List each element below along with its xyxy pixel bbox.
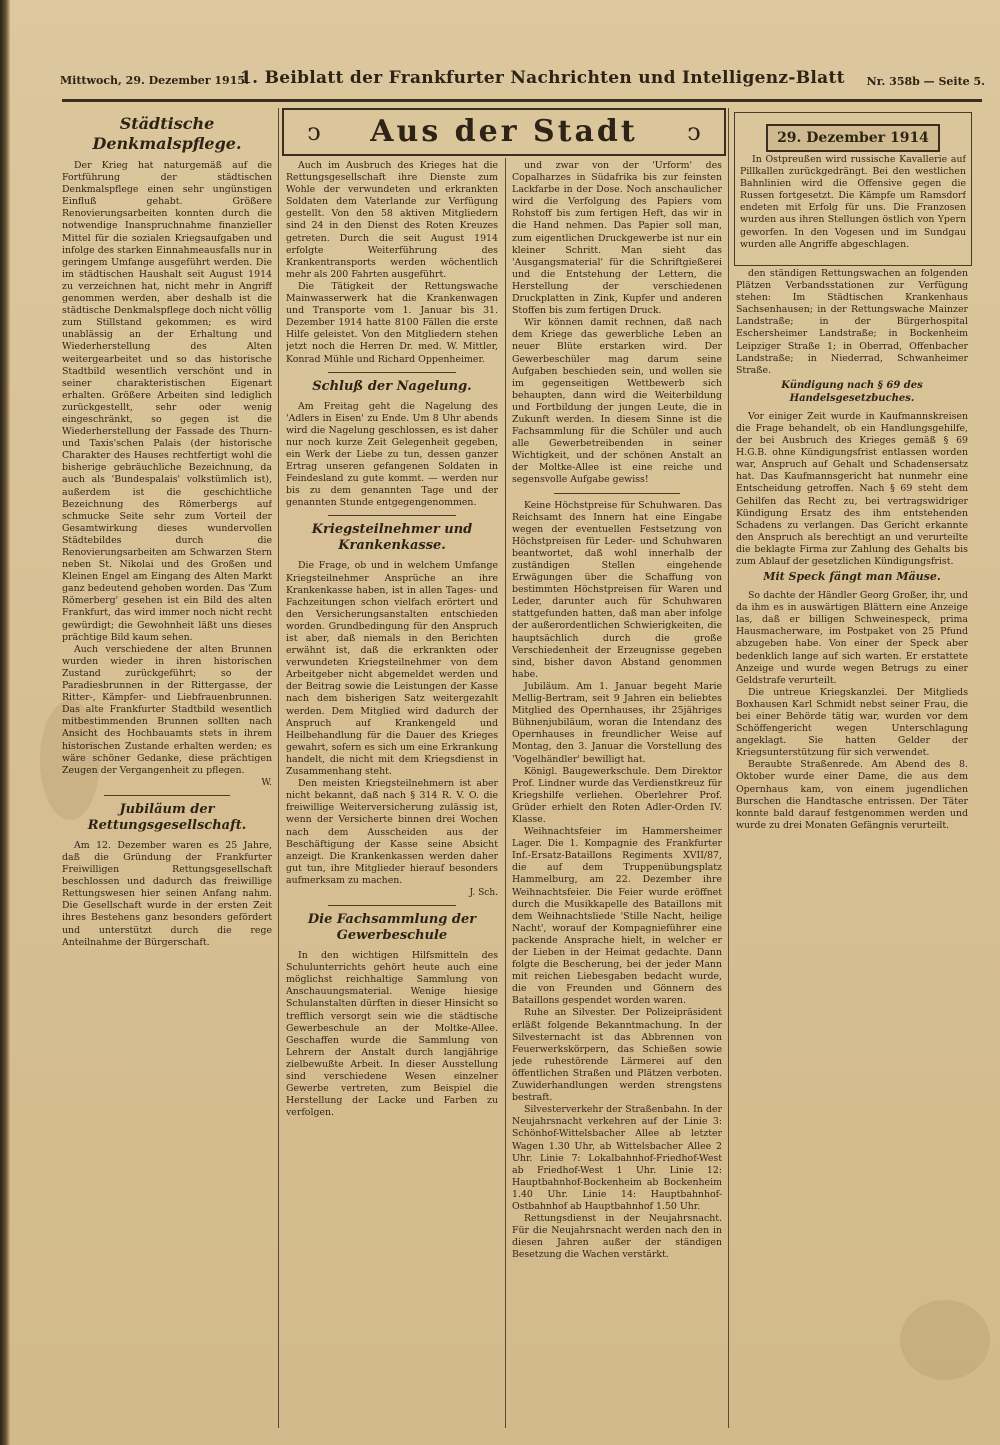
article-heading: Kündigung nach § 69 des Handelsgesetzbuches. bbox=[781, 379, 923, 404]
column-rule bbox=[278, 108, 279, 1428]
article-text: Die Frage, ob und in welchem Umfange Kriegsteilnehmer Ansprüche an ihre Krankenkasse haben, ist in allen Tages- und Fachzeitungen schon vielfach erörtert und den Versicherungsanstalten entschieden worden. Grundbedingung für den Anspruch ist aber, daß niemals in den Berichten erwähnt ist, daß die erkrankten oder verwundeten Kriegsteilnehmer von dem Arbeitgeber nicht abgemeldet werden und der Beitrag sowie die Leistungen der Kasse nach dem bisherigen Satz weitergezahlt werden. Dem Mitglied wird dadurch der Anspruch auf Krankengeld und Heilbehandlung für die Dauer des Krieges gewahrt, sofern es sich um eine Erkrankung handelt, die nicht mit dem Kriegsdienst in Zusammenhang steht. bbox=[286, 560, 498, 778]
article-text: Beraubte Straßenrede. Am Abend des 8. Oktober wurde einer Dame, die aus dem Opernhaus kam, von einem jugendlichen Burschen die Handtasche entrissen. Der Täter konnte bald darauf festgenommen werden und wurde zu drei Monaten Gefängnis verurteilt. bbox=[736, 759, 968, 831]
article-text: und zwar von der 'Urform' des Copalharzes in Südafrika bis zur feinsten Lackfarbe in der Dose. Noch anschaulicher wird die Verfolgung des Papiers vom Rohstoff bis zum fertigen Heft, das wir in die Hand nehmen. Das Papier soll man, zum eigentlichen Druckgewerbe ist nur ein kleiner Schritt. Man sieht das 'Ausgangsmaterial' für die Schriftgießerei und die Entstehung der Lettern, die Herstellung der verschiedenen Druckplatten in Zink, Kupfer und anderen Stoffen bis zum fertigen Druck. bbox=[512, 160, 722, 317]
news-item: Silvesterverkehr der Straßenbahn. In der Neujahrsnacht verkehren auf der Linie 3: Schönhof-Wittelsbacher Allee ab letzter Wagen 1.30 Uhr, ab Wittelsbacher Allee 2 Uhr. Linie 7: Lokalbahnhof-Friedhof-West ab Friedhof-West 1 Uhr. Linie 12: Hauptbahnhof-Bockenheim ab Bockenheim 1.40 Uhr. Linie 14: Hauptbahnhof-Ostbahnhof ab Hauptbahnhof 1.50 Uhr. bbox=[512, 1104, 722, 1212]
article-heading: Schluß der Nagelung. bbox=[312, 378, 472, 394]
article-text: In den wichtigen Hilfsmitteln des Schulunterrichts gehört heute auch eine möglichst reichhaltige Sammlung von Anschauungsmaterial. Wenige hiesige Schulanstalten dürften in dieser Hinsicht so trefflich versorgt sein wie die städtische Gewerbeschule an der Moltke-Allee. Geschaffen wurde die Sammlung von Lehrern der Anstalt durch langjährige zielbewußte Arbeit. In dieser Ausstellung sind verschiedene Wesen einzelner Gewerbe vertreten, zum Beispiel die Herstellung der Lacke und Farben zu verfolgen. bbox=[286, 950, 498, 1119]
section-title: Aus der Stadt bbox=[370, 114, 638, 149]
news-item: Jubiläum. Am 1. Januar begeht Marie Mellig-Bertram, seit 9 Jahren ein beliebtes Mitglied des Opernhauses, ihr 25jähriges Bühnenjubiläum, woran die Intendanz des Opernhauses in freundlicher Weise auf Montag, den 3. Januar die Vorstellung des 'Vogelhändler' bewilligt hat. bbox=[512, 680, 722, 765]
column-1 bbox=[62, 112, 272, 1428]
article-heading: Städtische Denkmalspflege. bbox=[92, 114, 242, 153]
column-3 bbox=[512, 160, 722, 1428]
date-box bbox=[766, 124, 940, 152]
article-text: Den meisten Kriegsteilnehmern ist aber nicht bekannt, daß nach § 314 R. V. O. die freiwillige Weiterversicherung zulässig ist, wenn der Versicherte binnen drei Wochen nach dem Ausscheiden aus der Beschäftigung der Kasse seine Absicht anzeigt. Die Krankenkassen werden daher gut tun, ihre Mitglieder hierauf besonders aufmerksam zu machen. bbox=[286, 778, 498, 886]
news-item: Ruhe an Silvester. Der Polizeipräsident erläßt folgende Bekanntmachung. In der Silvesternacht ist das Abbrennen von Feuerwerkskörpern, das Schießen sowie jede ruhestörende Lärmerei auf den öffentlichen Straßen und Plätzen verboten. Zuwiderhandlungen werden strengstens bestraft. bbox=[512, 1007, 722, 1104]
article-text: Wir können damit rechnen, daß nach dem Kriege das gewerbliche Leben an neuer Blüte erstarken wird. Der Gewerbeschüler mag darum seine Aufgaben beschieden sein, und wollen sie im gegenseitigen Wettbewerb sich behaupten, dann wird die Weiterbildung und Fortbildung der jungen Leute, die in Zukunft werden. In diesem Sinne ist die Fachsammlung für die Schüler und auch alle Gewerbetreibenden in seiner Wichtigkeit, und der schönen Anstalt an der Moltke-Allee ist eine reiche und segensvolle Aufgabe gewiss! bbox=[512, 317, 722, 486]
column-2 bbox=[286, 160, 498, 1428]
divider bbox=[328, 905, 455, 906]
article-text: Auch verschiedene der alten Brunnen wurden wieder in ihren historischen Zustand zurückgeführt; so der Paradiesbrunnen in der Rittergasse, der Ritter-, Kämpfer- und Liebfrauenbrunnen. Das alte Frankfurter Stadtbild wesentlich mitbestimmenden Brunnen sollten nach Ansicht des Hochbauamts stets in ihrem historischen Zustande erhalten werden; es wäre schöner Gedanke, diese prächtigen Zeugen der Vergangenheit zu pflegen. bbox=[62, 643, 272, 776]
divider bbox=[554, 493, 680, 494]
column-4 bbox=[736, 268, 968, 1428]
page-number: Nr. 358b — Seite 5. bbox=[866, 75, 985, 88]
war-report-text: In Ostpreußen wird russische Kavallerie auf Pillkallen zurückgedrängt. Bei den westlichen Bahnlinien wird die Offensive gegen die Russen fortgesetzt. Die Kämpfe um Ramsdorf endeten mit Erfolg für uns. Die Franzosen wurden aus ihren Stellungen östlich von Ypern geworfen. In den Vogesen und im Sundgau wurden alle Angriffe abgeschlagen. bbox=[740, 154, 966, 250]
news-item: Weihnachtsfeier im Hammersheimer Lager. Die 1. Kompagnie des Frankfurter Inf.-Ersatz-Bataillons Regiments XVII/87, die auf dem Truppenübungsplatz Hammelburg, am 22. Dezember ihre Weihnachtsfeier. Die Feier wurde eröffnet durch die Musikkapelle des Bataillons mit dem Weihnachtsliede 'Stille Nacht, heilige Nacht', worauf der Kompagnieführer eine packende Ansprache hielt, in welcher er der Lieben in der Heimat gedachte. Dann folgte die Bescherung, bei der jeder Mann mit reichen Liebesgaben bedacht wurde, die von Freunden und Gönnern des Bataillons gespendet worden waren. bbox=[512, 826, 722, 1007]
article-heading: Jubiläum der Rettungsgesellschaft. bbox=[87, 801, 247, 833]
news-box-text bbox=[740, 154, 966, 260]
article-signature: J. Sch. bbox=[469, 887, 498, 898]
page-header bbox=[60, 68, 985, 96]
header-rule bbox=[62, 99, 982, 102]
article-text: So dachte der Händler Georg Großer, ihr, und da ihm es in auswärtigen Blättern eine Anzeige las, daß er billigen Schweinespeck, prima Hausmacherware, im Postpaket von 25 Pfund abzugeben habe. Von einer der Speck aber bedenklich lange auf sich warten. Er erstattete Anzeige und wurde wegen Betrugs zu einer Geldstrafe verurteilt. bbox=[736, 590, 968, 686]
article-text: Die untreue Kriegskanzlei. Der Mitglieds Boxhausen Karl Schmidt nebst seiner Frau, die bei einer Behörde tätig war, wurden vor dem Schöffengericht wegen Unterschlagung angeklagt. Sie hatten Gelder der Kriegsunterstützung für sich verwendet. bbox=[736, 686, 968, 759]
article-text: den ständigen Rettungswachen an folgenden Plätzen Verbandsstationen zur Verfügung stehen: Im Städtischen Krankenhaus Sachsenhausen; in der Rettungswache Mainzer Landstraße; in der Bürgerhospital Eschersheimer Landstraße; in Bockenheim Leipziger Straße 1; in Oberrad, Offenbacher Landstraße; in Niederrad, Schwanheimer Straße. bbox=[736, 268, 968, 376]
ornament-right-icon: ↄ bbox=[687, 118, 701, 146]
article-text: Am Freitag geht die Nagelung des 'Adlers in Eisen' zu Ende. Um 8 Uhr abends wird die Nagelung geschlossen, es ist daher nur noch kurze Zeit Gelegenheit gegeben, ein Werk der Liebe zu tun, dessen ganzer Ertrag unseren gefangenen Soldaten in Feindesland zu gute kommt. — werden nur bis zu dem genannten Tage und der genannten Stunde entgegengenommen. bbox=[286, 400, 498, 509]
page-edge bbox=[0, 0, 10, 1445]
article-text: Vor einiger Zeit wurde in Kaufmannskreisen die Frage behandelt, ob ein Handlungsgehilfe, der bei Ausbruch des Krieges gemäß § 69 H.G.B. ohne Kündigungsfrist entlassen worden war, Anspruch auf Gehalt und Schadensersatz hat. Das Kaufmannsgericht hat nunmehr eine Entscheidung getroffen. Nach § 69 steht dem Gehilfen das Recht zu, bei vertragswidriger Kündigung Ersatz des ihm entstehenden Schadens zu verlangen. Das Gericht erkannte den Anspruch als berechtigt an und verurteilte die beklagte Firma zur Zahlung des Gehalts bis zum Ablauf der gesetzlichen Kündigungsfrist. bbox=[736, 410, 968, 567]
article-text: Auch im Ausbruch des Krieges hat die Rettungsgesellschaft ihre Dienste zum Wohle der verwundeten und erkrankten Soldaten dem Vaterlande zur Verfügung gestellt. Von den 58 aktiven Mitgliedern sind 24 in den Dienst des Roten Kreuzes getreten. Durch die seit August 1914 erfolgte Weiterführung des Krankentransports werden wöchentlich mehr als 200 Fahrten ausgeführt. bbox=[286, 160, 498, 280]
article-heading: Kriegsteilnehmer und Krankenkasse. bbox=[311, 522, 473, 554]
article-heading: Mit Speck fängt man Mäuse. bbox=[763, 570, 941, 584]
article-heading: Die Fachsammlung der Gewerbeschule bbox=[307, 912, 477, 944]
issue-date: Mittwoch, 29. Dezember 1915. bbox=[60, 74, 249, 87]
article-signature: W. bbox=[261, 777, 272, 788]
news-item: Keine Höchstpreise für Schuhwaren. Das Reichsamt des Innern hat eine Eingabe wegen der eventuellen Festsetzung von Höchstpreisen für Leder- und Schuhwaren beantwortet, daß wohl innerhalb der zuständigen Stellen eingehende Erwägungen über die Schaffung von bestimmten Höchstpreisen für Waren und Leder, darunter auch für Schuhwaren stattgefunden hatten, daß man aber infolge der außerordentlichen Schwierigkeiten, die hauptsächlich durch die große Verschiedenheit der Erzeugnisse gegeben sind, bisher davon Abstand genommen habe. bbox=[512, 499, 722, 680]
news-item: Königl. Baugewerkschule. Dem Direktor Prof. Lindner wurde das Verdienstkreuz für Kriegshilfe verliehen. Oberlehrer Prof. Grüder erhielt den Roten Adler-Orden IV. Klasse. bbox=[512, 765, 722, 825]
ornament-left-icon: ↄ bbox=[307, 118, 321, 146]
newspaper-title: 1. Beiblatt der Frankfurter Nachrichten und Intelligenz-Blatt bbox=[240, 68, 845, 88]
section-banner bbox=[282, 108, 726, 156]
divider bbox=[328, 372, 455, 373]
date-box-text: 29. Dezember 1914 bbox=[777, 130, 929, 146]
divider bbox=[104, 795, 230, 796]
news-item: Rettungsdienst in der Neujahrsnacht. Für die Neujahrsnacht werden nach den in diesen Jahren außer der ständigen Besetzung die Wachen verstärkt. bbox=[512, 1213, 722, 1261]
column-rule bbox=[505, 158, 506, 1428]
article-text: Am 12. Dezember waren es 25 Jahre, daß die Gründung der Frankfurter Freiwilligen Rettungsgesellschaft beschlossen und dadurch das freiwillige Rettungswesen hier seinen Anfang nahm. Die Gesellschaft wurde in der ersten Zeit ihres Bestehens ganz besonders gefördert und unterstützt durch die rege Anteilnahme der Bürgerschaft. bbox=[62, 839, 272, 948]
article-text: Der Krieg hat naturgemäß auf die Fortführung der städtischen Denkmalspflege einen sehr ungünstigen Einfluß gehabt. Größere Renovierungsarbeiten konnten durch die notwendige Inanspruchnahme finanzieller Mittel für die sozialen Kriegsaufgaben und infolge des starken Einnahmeausfalls nur in geringem Umfange ausgeführt werden. Die im städtischen Haushalt seit August 1914 zu verzeichnen hat, nicht mehr in Angriff genommen werden, aber deshalb ist die städtische Denkmalspflege doch nicht völlig zum Stillstand gekommen; es wird unablässig an der Erhaltung und Wiederherstellung des Alten weitergearbeitet und so das historische Stadtbild wesentlich verschönt und in seiner charakteristischen Eigenart erhalten. Größere Arbeiten sind lediglich zurückgestellt, sehr oder wenig eingeschränkt, so gegen ist die Wiederherstellung der Fassade des Thurn- und Taxis'schen Palais (der historische Charakter des Hauses rechtfertigt wohl die bisherige gebräuchliche Bezeichnung, da auch als 'Bundespalais' volkstümlich ist), außerdem ist die geschichtliche Bezeichnung des Römerbergs auf schmucke Seite sehr zum Vorteil der Gesamtwirkung dieses wundervollen Städtebildes durch die Renovierungsarbeiten am Schwarzen Stern neben St. Nikolai und des Großen und Kleinen Engel am Eingang des Alten Markt ganz bedeutend gehoben worden. Das 'Zum Römerberg' gesehen ist ein Bild des alten Frankfurt, das wird immer noch nicht recht gewürdigt; die Gewohnheit läßt uns dieses prächtige Bild kaum sehen. bbox=[62, 160, 272, 643]
divider bbox=[328, 515, 455, 516]
column-rule bbox=[728, 108, 729, 1428]
article-text: Die Tätigkeit der Rettungswache Mainwasserwerk hat die Krankenwagen und Transporte vom 1. Januar bis 31. Dezember 1914 hatte 8100 Fällen die erste Hilfe geleistet. Von den Mitgliedern stehen jetzt noch die Herren Dr. med. W. Mittler, Konrad Mühle und Richard Oppenheimer. bbox=[286, 280, 498, 365]
